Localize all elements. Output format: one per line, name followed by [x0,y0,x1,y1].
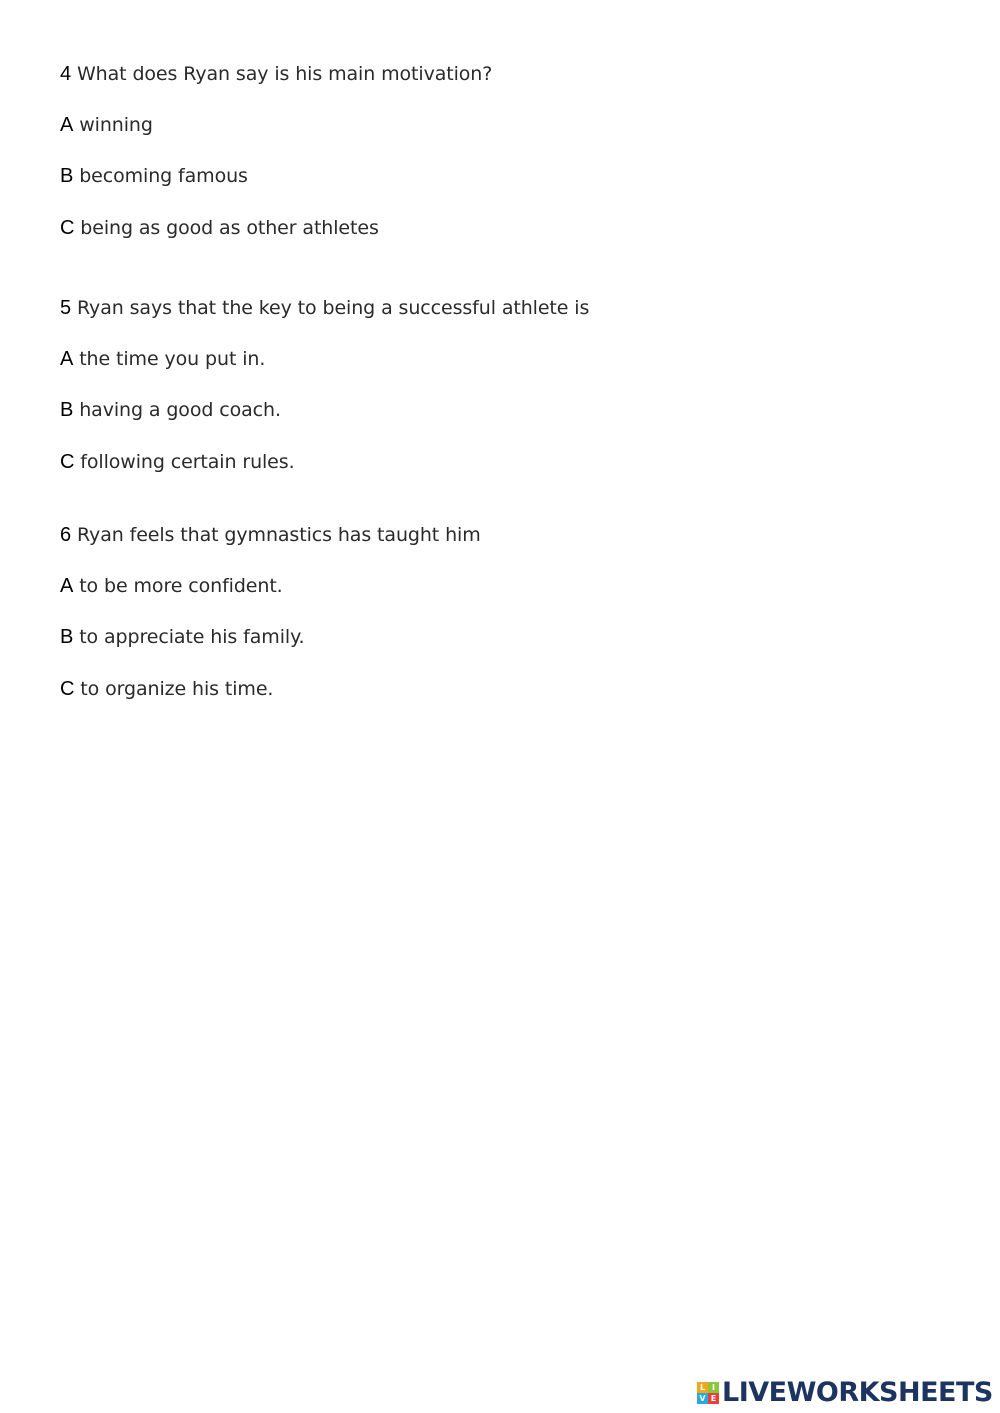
option-letter: A [60,348,74,370]
option-text: to organize his time. [80,678,274,700]
liveworksheets-logo-icon [697,1382,719,1404]
option-letter: C [60,217,75,239]
logo-text: LIVEWORKSHEETS [722,1377,993,1408]
option-letter: A [60,575,74,597]
option-text: to be more confident. [79,575,283,597]
q5-option-a [60,347,265,371]
option-letter: B [60,626,74,648]
q5-option-c [60,450,295,474]
question-number: 6 [60,524,72,546]
q4-option-c [60,216,379,240]
question-text: What does Ryan say is his main motivation? [76,63,493,85]
option-letter: B [60,165,74,187]
option-text: the time you put in. [79,348,266,370]
option-letter: C [60,451,75,473]
q6-option-b [60,625,304,649]
question-number: 4 [60,63,72,85]
logo-mark-letter: E [708,1393,719,1404]
question-6 [60,523,481,547]
question-4 [60,62,492,86]
q6-option-a [60,574,283,598]
q6-option-c [60,677,273,701]
logo-mark-letter: V [697,1393,708,1404]
q4-option-a [60,113,153,137]
q4-option-b [60,164,248,188]
logo-mark-letter: I [708,1382,719,1393]
question-number: 5 [60,297,72,319]
option-text: winning [79,114,153,136]
option-letter: B [60,399,74,421]
logo-mark-letter: L [697,1382,708,1393]
question-text: Ryan feels that gymnastics has taught him [76,524,481,546]
option-text: having a good coach. [79,399,281,421]
option-text: to appreciate his family. [79,626,305,648]
q5-option-b [60,398,281,422]
option-text: being as good as other athletes [80,217,379,239]
question-5 [60,296,589,320]
liveworksheets-logo [697,1379,995,1407]
option-letter: C [60,678,75,700]
option-letter: A [60,114,74,136]
option-text: becoming famous [79,165,248,187]
question-text: Ryan says that the key to being a successful athlete is [76,297,590,319]
option-text: following certain rules. [80,451,295,473]
